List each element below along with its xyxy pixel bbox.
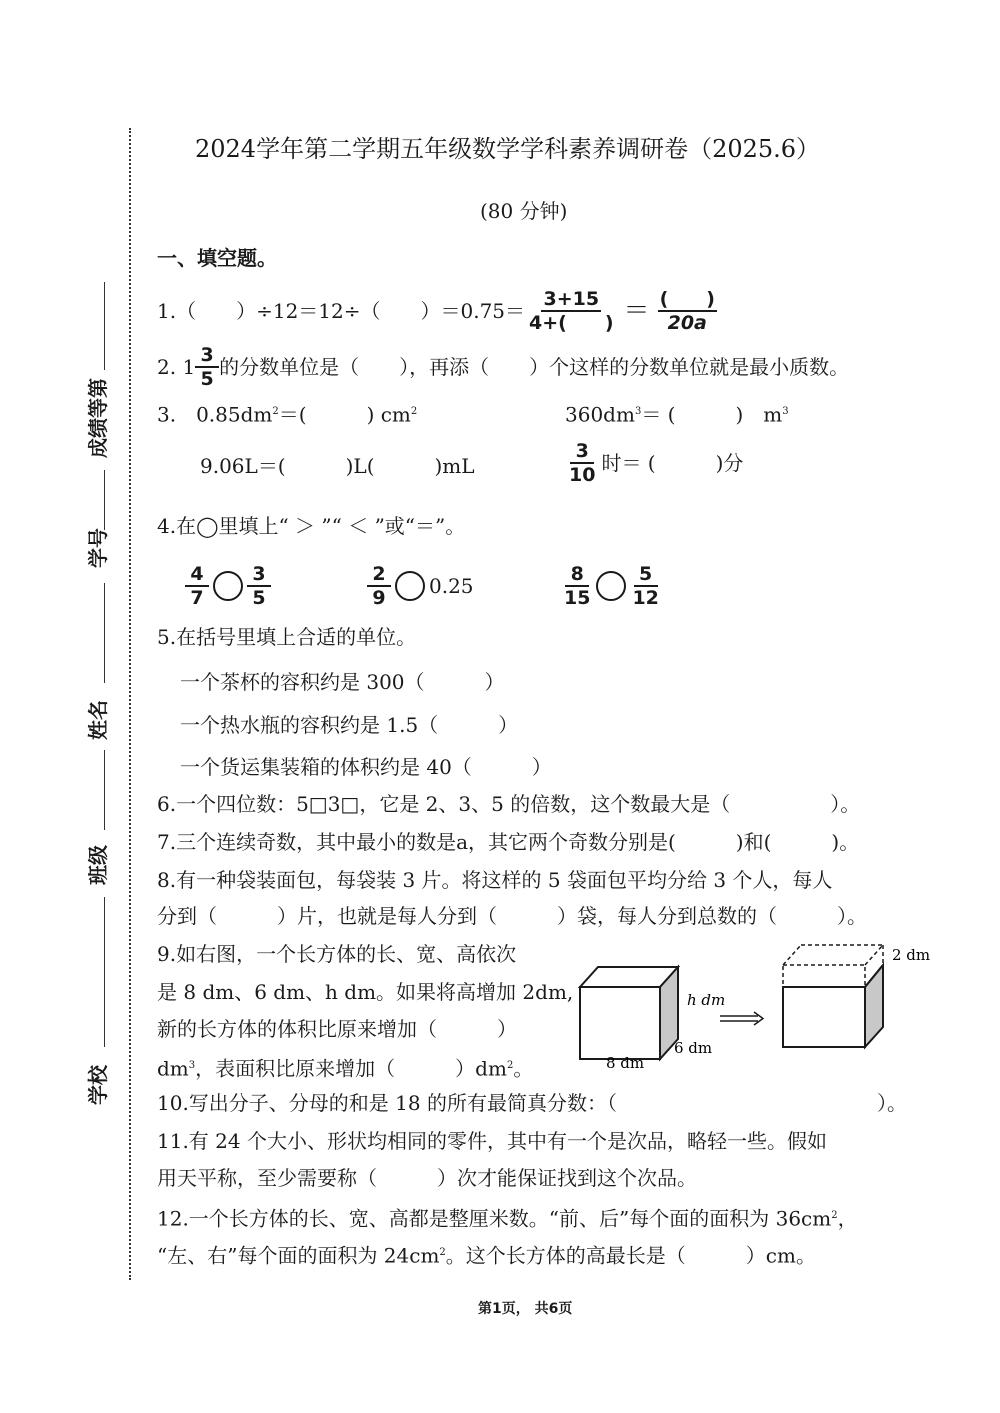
q12-l2-end: 。这个长方体的高最长是（ ）cm。 xyxy=(445,1243,816,1268)
question-10: 10.写出分子、分母的和是 18 的所有最简真分数：（ ）。 xyxy=(157,1091,907,1115)
name-line xyxy=(104,583,105,683)
question-3-d xyxy=(567,440,743,486)
duration: (80 分钟) xyxy=(480,199,568,223)
q12-l2: “左、右”每个面的面积为 24cm xyxy=(157,1243,440,1268)
q4-pair-3 xyxy=(562,563,661,609)
binding-dotted-line xyxy=(129,128,131,1280)
q4-p3a-den: 15 xyxy=(564,587,591,609)
fig-width-label: 6 dm xyxy=(674,1039,713,1057)
new-cuboid xyxy=(783,965,883,1047)
fig-added-label: 2 dm xyxy=(892,946,931,964)
question-9-line-2: 是 8 dm、6 dm、h dm。如果将高增加 2dm, xyxy=(157,980,574,1004)
fig-height-label: h dm xyxy=(687,991,726,1009)
question-2 xyxy=(157,344,849,390)
q4-p2a-den: 9 xyxy=(372,587,386,609)
q3-b-sup: 3 xyxy=(634,406,642,417)
grade-line xyxy=(104,282,105,370)
sidebar-class-label: 班级 xyxy=(86,845,110,885)
q5-line-3: 一个货运集装箱的体积约是 40（ ） xyxy=(180,755,552,779)
q4-p1b-num: 3 xyxy=(247,563,271,587)
cuboid-figure xyxy=(570,935,940,1075)
q12-l2-sup: 2 xyxy=(439,1247,446,1258)
school-line xyxy=(104,897,105,1047)
q3-a2-sup: 2 xyxy=(410,406,418,417)
question-3-a xyxy=(157,399,417,428)
q3-d-fraction xyxy=(567,440,597,486)
question-3-b xyxy=(565,399,789,428)
question-12-line-1 xyxy=(157,1203,858,1232)
question-1 xyxy=(157,288,717,334)
q12-l1-sup: 2 xyxy=(831,1210,838,1221)
q4-p3a-num: 8 xyxy=(565,563,589,587)
question-9-line-3: 新的长方体的体积比原来增加（ ） xyxy=(157,1017,517,1041)
q4-pair-1 xyxy=(185,563,271,609)
question-5: 5.在括号里填上合适的单位。 xyxy=(157,625,417,649)
q1-f1-num: 3+15 xyxy=(543,288,600,310)
added-part xyxy=(783,945,883,987)
q4-pair-2 xyxy=(367,563,474,609)
q1-eq: ＝ xyxy=(623,296,650,326)
q4-p2a-num: 2 xyxy=(367,563,391,587)
question-6: 6.一个四位数：5□3□，它是 2、3、5 的倍数，这个数最大是（ ）。 xyxy=(157,792,861,816)
q9-l4c: 。 xyxy=(513,1056,534,1081)
q2-den: 5 xyxy=(200,368,214,390)
question-9-line-4 xyxy=(157,1053,533,1082)
page-title: 2024学年第二学期五年级数学学科素养调研卷（2025.6） xyxy=(195,135,821,163)
question-8-line-2: 分到（ ）片，也就是每人分到（ ）袋，每人分到总数的（ ）。 xyxy=(157,904,867,928)
q2-num: 3 xyxy=(195,344,219,368)
q12-l1: 12.一个长方体的长、宽、高都是整厘米数。“前、后”每个面的面积为 36cm xyxy=(157,1206,832,1231)
q9-l4b: ，表面积比原来增加（ ）dm xyxy=(195,1056,507,1081)
q5-line-1: 一个茶杯的容积约是 300（ ） xyxy=(180,670,505,694)
id-line xyxy=(104,470,105,530)
question-11-line-1: 11.有 24 个大小、形状均相同的零件，其中有一个是次品，略轻一些。假如 xyxy=(157,1129,827,1153)
original-cuboid xyxy=(580,967,678,1059)
q4-p1a-den: 7 xyxy=(190,587,204,609)
question-12-line-2 xyxy=(157,1240,816,1269)
q4-p1b-den: 5 xyxy=(252,587,266,609)
q3-d-text: 时＝ ( )分 xyxy=(601,451,744,475)
q3-d-den: 10 xyxy=(569,464,596,486)
question-3-c: 9.06L＝( )L( )mL xyxy=(200,454,475,478)
q2-suffix: 的分数单位是（ ），再添（ ）个这样的分数单位就是最小质数。 xyxy=(219,355,850,379)
class-line xyxy=(104,750,105,830)
q4-p3b-num: 5 xyxy=(634,563,658,587)
q4-p2b: 0.25 xyxy=(429,574,474,598)
question-9-line-1: 9.如右图，一个长方体的长、宽、高依次 xyxy=(157,942,517,966)
q5-line-2: 一个热水瓶的容积约是 1.5（ ） xyxy=(180,713,519,737)
fig-length-label: 8 dm xyxy=(606,1054,645,1072)
q3-b2: ＝ ( ) m xyxy=(641,402,783,427)
sidebar-id-label: 学号 xyxy=(86,528,110,568)
q12-l1-end: ， xyxy=(837,1206,858,1231)
q4-p3b-den: 12 xyxy=(632,587,659,609)
q3-b2-sup: 3 xyxy=(782,406,789,417)
q1-f2-den: 20a xyxy=(667,312,707,334)
section-heading: 一、填空题。 xyxy=(157,246,277,270)
sidebar-school-label: 学校 xyxy=(86,1065,110,1105)
q1-fraction-2 xyxy=(658,288,717,334)
question-7: 7.三个连续奇数，其中最小的数是a，其它两个奇数分别是( )和( )。 xyxy=(157,830,860,854)
q1-f1-den: 4+( ) xyxy=(529,312,614,334)
q1-text: 1.（ ）÷12＝12÷（ ）＝0.75＝ xyxy=(157,299,526,323)
question-11-line-2: 用天平称，至少需要称（ ）次才能保证找到这个次品。 xyxy=(157,1166,697,1190)
q4-compare-circle-1[interactable] xyxy=(213,571,243,601)
q4-compare-circle-3[interactable] xyxy=(596,571,626,601)
q4-p1a-num: 4 xyxy=(185,563,209,587)
page-footer: 第1页， 共6页 xyxy=(478,1301,573,1317)
q1-f2-num: ( ) xyxy=(659,288,715,310)
q9-l4b-sup: 2 xyxy=(506,1060,514,1071)
q1-fraction-1 xyxy=(527,288,616,334)
question-4: 4.在◯里填上“ ＞ ”“ ＜ ”或“＝”。 xyxy=(157,514,466,538)
q3-a2: ＝( ) cm xyxy=(278,402,411,427)
question-8-line-1: 8.有一种袋装面包，每袋装 3 片。将这样的 5 袋面包平均分给 3 个人，每人 xyxy=(157,868,833,892)
q3-d-num: 3 xyxy=(570,440,594,464)
q9-l4a-sup: 3 xyxy=(188,1060,196,1071)
sidebar-name-label: 姓名 xyxy=(86,700,110,740)
q3-a: 3. 0.85dm xyxy=(157,402,273,427)
q9-l4a: dm xyxy=(157,1056,189,1081)
sidebar-grade-label: 成绩等第 xyxy=(86,378,110,458)
arrow-icon xyxy=(720,1012,763,1025)
q2-fraction xyxy=(195,344,219,390)
q4-compare-circle-2[interactable] xyxy=(395,571,425,601)
q3-b: 360dm xyxy=(565,402,635,427)
q3-a-sup: 2 xyxy=(272,406,279,417)
q2-prefix: 2. 1 xyxy=(157,355,196,379)
